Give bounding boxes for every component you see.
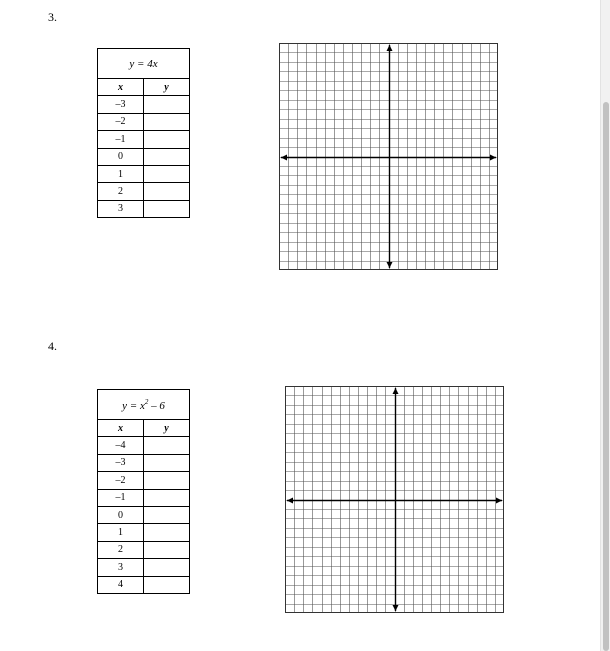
- problem-3-coordinate-grid[interactable]: [279, 43, 498, 270]
- equation-base: y = x: [122, 399, 145, 412]
- y-answer-cell[interactable]: [144, 96, 190, 113]
- y-answer-cell[interactable]: [144, 559, 190, 576]
- x-value-cell: 0: [98, 148, 144, 165]
- x-value-cell: 1: [98, 524, 144, 541]
- x-value-cell: 2: [98, 541, 144, 558]
- y-answer-cell[interactable]: [144, 131, 190, 148]
- x-axis-left-arrow: [287, 498, 293, 504]
- column-header-x: x: [98, 420, 144, 437]
- column-header-y: y: [144, 420, 190, 437]
- x-value-cell: 2: [98, 183, 144, 200]
- x-axis-right-arrow: [496, 498, 502, 504]
- x-value-cell: –2: [98, 472, 144, 489]
- vertical-scrollbar[interactable]: [600, 0, 610, 651]
- y-answer-cell[interactable]: [144, 454, 190, 471]
- x-axis-right-arrow: [490, 155, 496, 161]
- scrollbar-thumb[interactable]: [603, 102, 609, 651]
- y-axis-bottom-arrow: [393, 605, 399, 611]
- y-answer-cell[interactable]: [144, 165, 190, 182]
- problem-3-equation: y = 4x: [98, 49, 190, 79]
- y-answer-cell[interactable]: [144, 148, 190, 165]
- y-axis-top-arrow: [393, 388, 399, 394]
- x-value-cell: 4: [98, 576, 144, 593]
- problem-4-value-table: [97, 389, 190, 594]
- x-value-cell: 0: [98, 506, 144, 523]
- y-answer-cell[interactable]: [144, 113, 190, 130]
- problem-4-number: 4.: [48, 339, 57, 353]
- problem-3-number: 3.: [48, 10, 57, 24]
- problem-3-value-table: [97, 48, 190, 218]
- y-answer-cell[interactable]: [144, 576, 190, 593]
- y-axis-top-arrow: [387, 45, 393, 51]
- y-answer-cell[interactable]: [144, 524, 190, 541]
- y-answer-cell[interactable]: [144, 489, 190, 506]
- y-answer-cell[interactable]: [144, 541, 190, 558]
- x-value-cell: –2: [98, 113, 144, 130]
- column-header-y: y: [144, 79, 190, 96]
- equation-exponent: 2: [144, 397, 149, 406]
- y-axis-bottom-arrow: [387, 262, 393, 268]
- y-answer-cell[interactable]: [144, 200, 190, 217]
- x-value-cell: –3: [98, 96, 144, 113]
- x-value-cell: 1: [98, 165, 144, 182]
- grid-svg: [279, 43, 498, 270]
- grid-svg: [285, 386, 504, 613]
- problem-4-coordinate-grid[interactable]: [285, 386, 504, 613]
- y-answer-cell[interactable]: [144, 506, 190, 523]
- grid-border: [280, 44, 498, 270]
- column-header-x: x: [98, 79, 144, 96]
- x-value-cell: 3: [98, 559, 144, 576]
- equation-tail: – 6: [148, 399, 165, 412]
- x-value-cell: –3: [98, 454, 144, 471]
- problem-4-equation: [98, 390, 190, 420]
- y-answer-cell[interactable]: [144, 183, 190, 200]
- x-value-cell: –4: [98, 437, 144, 454]
- grid-border: [286, 387, 504, 613]
- x-axis-left-arrow: [281, 155, 287, 161]
- y-answer-cell[interactable]: [144, 437, 190, 454]
- x-value-cell: –1: [98, 489, 144, 506]
- x-value-cell: –1: [98, 131, 144, 148]
- x-value-cell: 3: [98, 200, 144, 217]
- y-answer-cell[interactable]: [144, 472, 190, 489]
